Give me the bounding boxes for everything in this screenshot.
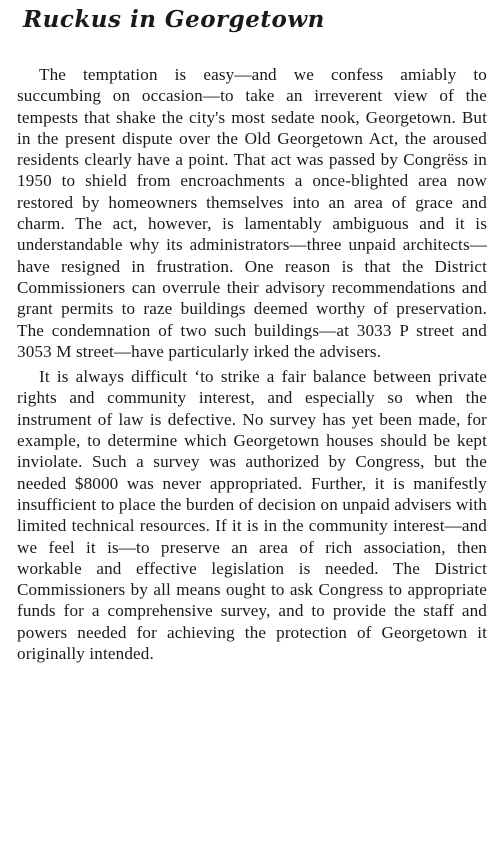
article-paragraph-1: The temptation is easy—and we confess amiably to succumbing on occasion—to take an irreverent view of the tempests that shake the city's most sedate nook, Georgetown. But in the present dispute over the Old Georgetown Act, the aroused residents clearly have a point. That act was passed by Congrëss in 1950 to shield from encroachments a once-blighted area now restored by homeowners themselves into an area of grace and charm. The act, however, is lamentably ambiguous and it is understandable why its administrators—three unpaid architects—have resigned in frustration. One reason is that the District Commissioners can overrule their advisory recommendations and grant permits to raze buildings deemed worthy of preservation. The condemnation of two such buildings—at 3033 P street and 3053 M street—have particularly irked the advisers. [17,65,487,361]
article-headline: Ruckus in Georgetown [23,6,325,33]
article-paragraph-2: It is always difficult ‘to strike a fair balance between private rights and community interest, and especially so when the instrument of law is defective. No survey has yet been made, for example, to determine which Georgetown houses should be kept inviolate. Such a survey was authorized by Congress, but the needed $8000 was never appropriated. Further, it is manifestly insufficient to place the burden of decision on unpaid advisers with limited technical resources. If it is in the community interest—and we feel it is—to preserve an area of rich association, then workable and effective legislation is needed. The District Commissioners by all means ought to ask Congress to appropriate funds for a comprehensive survey, and to provide the staff and powers needed for achieving the protection of Georgetown it originally intended. [17,367,487,664]
